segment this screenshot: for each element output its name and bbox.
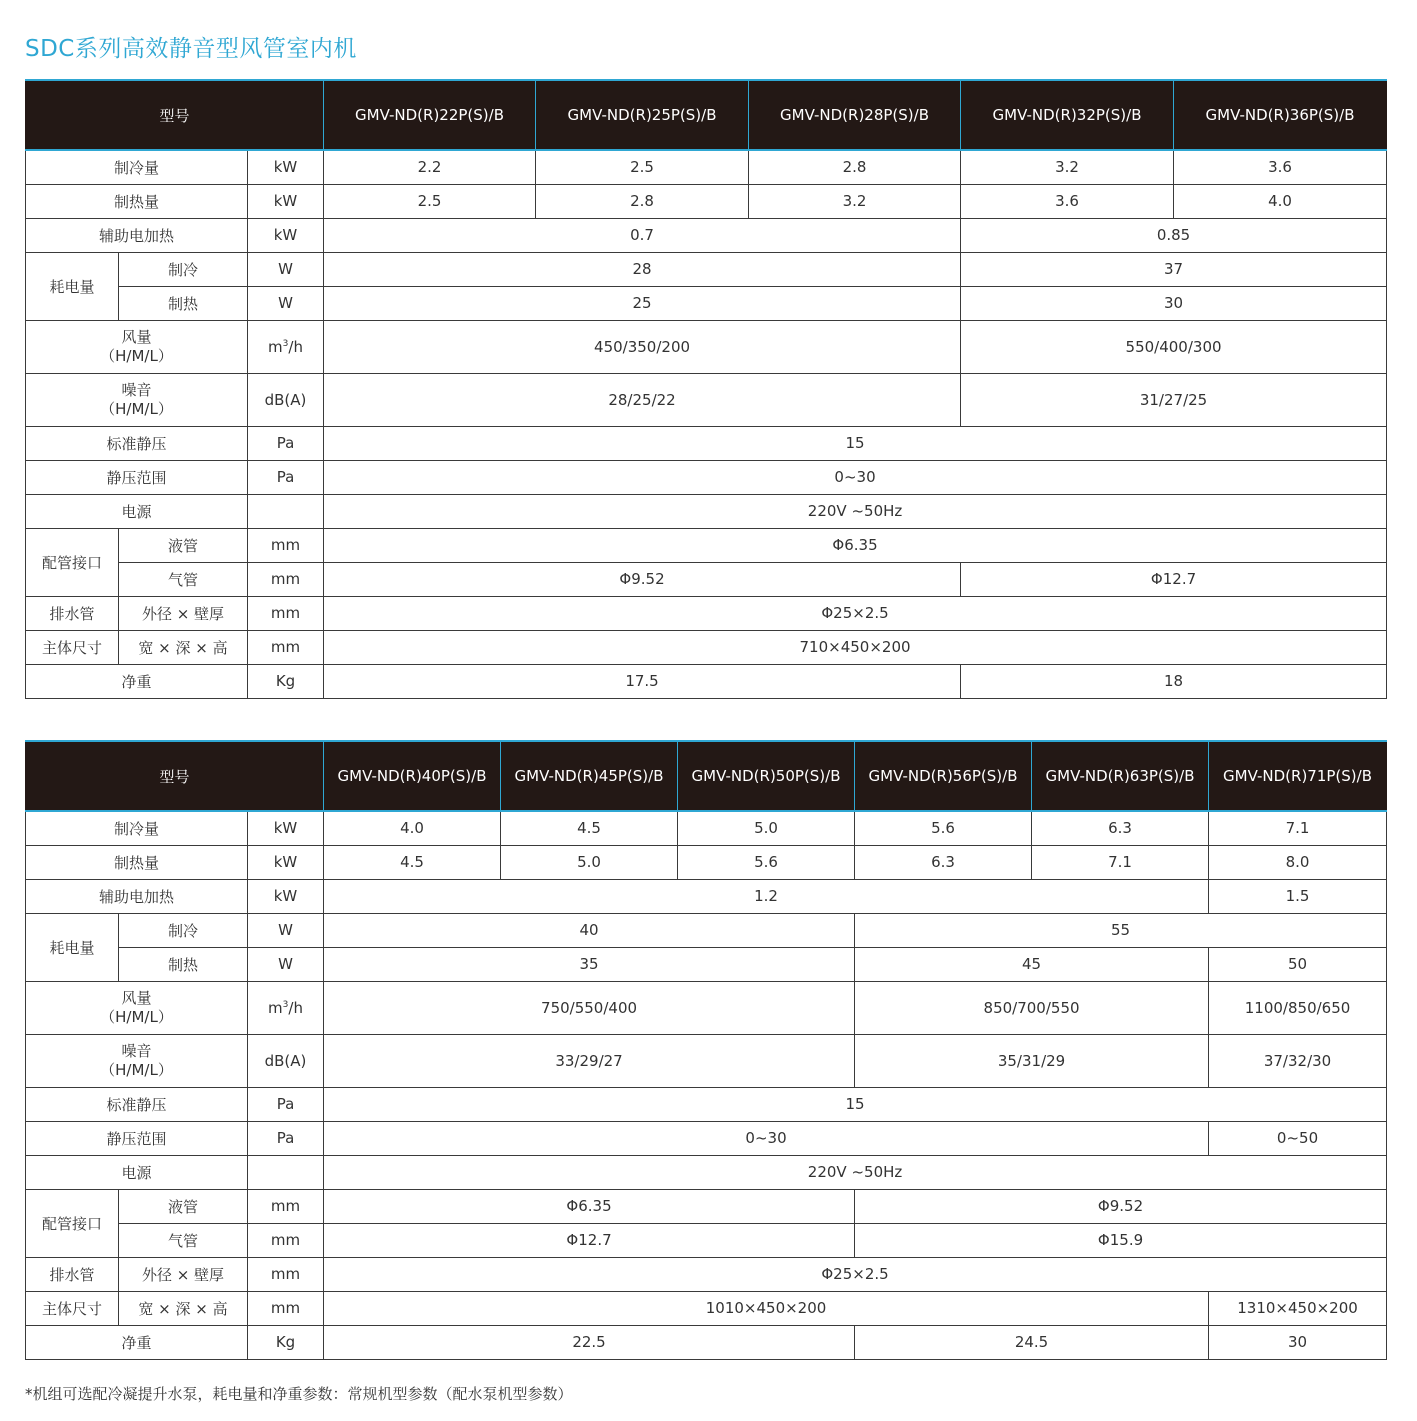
model-name: GMV-ND(R)71P(S)/B [1209,741,1387,811]
row-unit: Kg [248,1325,324,1359]
row-weight [26,664,1387,698]
value-cell: 15 [324,1087,1387,1121]
model-header: 型号 [26,80,324,150]
row-pipe-gas [26,1223,1387,1257]
value-cell: 18 [961,664,1387,698]
row-drain [26,1257,1387,1291]
value-cell: 6.3 [855,845,1032,879]
row-drain [26,596,1387,630]
model-header: 型号 [26,741,324,811]
row-unit: W [248,286,324,320]
row-group-label: 排水管 [26,596,119,630]
row-static-pressure [26,1087,1387,1121]
row-dimensions [26,630,1387,664]
row-airflow [26,320,1387,373]
row-label [26,981,248,1034]
model-name: GMV-ND(R)63P(S)/B [1032,741,1209,811]
value-cell: 15 [324,426,1387,460]
value-cell: Φ15.9 [855,1223,1387,1257]
row-sublabel: 制热 [119,947,248,981]
model-name: GMV-ND(R)45P(S)/B [501,741,678,811]
row-label: 净重 [26,664,248,698]
value-cell: 2.2 [324,150,536,184]
row-unit: mm [248,562,324,596]
model-name: GMV-ND(R)28P(S)/B [749,80,961,150]
row-sublabel: 气管 [119,562,248,596]
row-sublabel: 外径 × 壁厚 [119,596,248,630]
value-cell: 45 [855,947,1209,981]
value-cell: 7.1 [1209,811,1387,845]
row-group-label: 耗电量 [26,913,119,981]
row-label: 辅助电加热 [26,879,248,913]
row-unit: kW [248,150,324,184]
row-airflow [26,981,1387,1034]
row-label-line: 噪音 [121,380,152,399]
value-cell: Φ6.35 [324,528,1387,562]
unit-tail: /h [288,337,303,356]
row-label [26,1034,248,1087]
row-label: 净重 [26,1325,248,1359]
row-label-line: 风量 [121,988,152,1007]
row-group-label: 排水管 [26,1257,119,1291]
row-unit: mm [248,1291,324,1325]
row-unit: Pa [248,1121,324,1155]
row-cooling-capacity [26,811,1387,845]
row-noise [26,373,1387,426]
row-group-label: 耗电量 [26,252,119,320]
row-pressure-range [26,460,1387,494]
value-cell: 4.0 [324,811,501,845]
row-power-cooling [26,913,1387,947]
value-cell: 850/700/550 [855,981,1209,1034]
value-cell: 25 [324,286,961,320]
value-cell: 5.0 [678,811,855,845]
row-unit: kW [248,218,324,252]
row-unit: Pa [248,1087,324,1121]
row-label [26,320,248,373]
row-unit: dB(A) [248,373,324,426]
row-unit [248,1155,324,1189]
value-cell: 0~30 [324,460,1387,494]
model-name: GMV-ND(R)32P(S)/B [961,80,1174,150]
value-cell: 4.5 [501,811,678,845]
value-cell: 2.5 [324,184,536,218]
model-name: GMV-ND(R)22P(S)/B [324,80,536,150]
model-name: GMV-ND(R)50P(S)/B [678,741,855,811]
value-cell: Φ9.52 [324,562,961,596]
row-sublabel: 气管 [119,1223,248,1257]
row-label: 电源 [26,1155,248,1189]
row-label: 制冷量 [26,150,248,184]
row-dimensions [26,1291,1387,1325]
value-cell: 3.2 [961,150,1174,184]
value-cell: 3.6 [961,184,1174,218]
value-cell: 710×450×200 [324,630,1387,664]
model-name: GMV-ND(R)56P(S)/B [855,741,1032,811]
value-cell: Φ9.52 [855,1189,1387,1223]
row-unit: mm [248,528,324,562]
row-label: 制热量 [26,184,248,218]
value-cell: 0~50 [1209,1121,1387,1155]
row-label-line: （H/M/L） [100,346,173,365]
row-cooling-capacity [26,150,1387,184]
row-unit: Kg [248,664,324,698]
value-cell: 28/25/22 [324,373,961,426]
row-power-heating [26,947,1387,981]
value-cell: 550/400/300 [961,320,1387,373]
row-label: 静压范围 [26,1121,248,1155]
row-unit: mm [248,1189,324,1223]
header-row [26,741,1387,811]
value-cell: 22.5 [324,1325,855,1359]
row-heating-capacity [26,845,1387,879]
row-pipe-liquid [26,1189,1387,1223]
row-unit: kW [248,811,324,845]
row-unit: W [248,947,324,981]
value-cell: Φ6.35 [324,1189,855,1223]
row-group-label: 主体尺寸 [26,630,119,664]
value-cell: 1010×450×200 [324,1291,1209,1325]
value-cell: 750/550/400 [324,981,855,1034]
row-unit: W [248,252,324,286]
row-unit [248,320,324,373]
row-label-line: （H/M/L） [100,399,173,418]
value-cell: 0~30 [324,1121,1209,1155]
value-cell: 31/27/25 [961,373,1387,426]
row-unit: Pa [248,426,324,460]
value-cell: 35/31/29 [855,1034,1209,1087]
row-weight [26,1325,1387,1359]
row-unit [248,981,324,1034]
row-unit: kW [248,879,324,913]
value-cell: 1.5 [1209,879,1387,913]
value-cell: 6.3 [1032,811,1209,845]
value-cell: 30 [961,286,1387,320]
page-title: SDC系列高效静音型风管室内机 [25,36,357,62]
row-label: 电源 [26,494,248,528]
header-row [26,80,1387,150]
row-sublabel: 制热 [119,286,248,320]
row-unit: kW [248,845,324,879]
row-label-line: （H/M/L） [100,1060,173,1079]
value-cell: 220V ~50Hz [324,494,1387,528]
footnote: *机组可选配冷凝提升水泵，耗电量和净重参数：常规机型参数（配水泵机型参数） [25,1385,573,1403]
value-cell: 0.85 [961,218,1387,252]
unit-superscript: 3 [282,338,289,349]
value-cell: 5.0 [501,845,678,879]
model-name: GMV-ND(R)25P(S)/B [536,80,749,150]
row-unit: kW [248,184,324,218]
value-cell: 1100/850/650 [1209,981,1387,1034]
value-cell: 3.2 [749,184,961,218]
row-sublabel: 制冷 [119,252,248,286]
value-cell: 4.5 [324,845,501,879]
row-pipe-gas [26,562,1387,596]
value-cell: 3.6 [1174,150,1387,184]
model-name: GMV-ND(R)36P(S)/B [1174,80,1387,150]
unit-base: m [268,998,283,1017]
row-group-label: 配管接口 [26,528,119,596]
value-cell: 37 [961,252,1387,286]
row-unit: Pa [248,460,324,494]
value-cell: 1310×450×200 [1209,1291,1387,1325]
row-unit: mm [248,1257,324,1291]
row-label: 制热量 [26,845,248,879]
value-cell: 28 [324,252,961,286]
row-label [26,373,248,426]
value-cell: 35 [324,947,855,981]
row-sublabel: 制冷 [119,913,248,947]
row-label: 标准静压 [26,1087,248,1121]
value-cell: 450/350/200 [324,320,961,373]
row-power-heating [26,286,1387,320]
value-cell: Φ12.7 [324,1223,855,1257]
row-label-line: 风量 [121,327,152,346]
row-sublabel: 液管 [119,1189,248,1223]
value-cell: 4.0 [1174,184,1387,218]
row-noise [26,1034,1387,1087]
row-unit: mm [248,596,324,630]
value-cell: 1.2 [324,879,1209,913]
row-aux-heat [26,218,1387,252]
value-cell: 2.8 [749,150,961,184]
row-power-supply [26,494,1387,528]
row-unit [248,494,324,528]
row-group-label: 主体尺寸 [26,1291,119,1325]
value-cell: Φ25×2.5 [324,596,1387,630]
value-cell: Φ25×2.5 [324,1257,1387,1291]
row-label-line: （H/M/L） [100,1007,173,1026]
row-power-cooling [26,252,1387,286]
row-aux-heat [26,879,1387,913]
value-cell: 37/32/30 [1209,1034,1387,1087]
value-cell: 24.5 [855,1325,1209,1359]
value-cell: Φ12.7 [961,562,1387,596]
spec-table-1 [25,79,1387,699]
row-sublabel: 宽 × 深 × 高 [119,1291,248,1325]
value-cell: 5.6 [678,845,855,879]
row-label: 静压范围 [26,460,248,494]
row-group-label: 配管接口 [26,1189,119,1257]
spec-table-2 [25,740,1387,1360]
value-cell: 0.7 [324,218,961,252]
value-cell: 40 [324,913,855,947]
row-unit: W [248,913,324,947]
value-cell: 8.0 [1209,845,1387,879]
row-heating-capacity [26,184,1387,218]
value-cell: 50 [1209,947,1387,981]
value-cell: 30 [1209,1325,1387,1359]
value-cell: 220V ~50Hz [324,1155,1387,1189]
unit-base: m [268,337,283,356]
row-label: 标准静压 [26,426,248,460]
row-static-pressure [26,426,1387,460]
row-sublabel: 宽 × 深 × 高 [119,630,248,664]
row-unit: mm [248,630,324,664]
value-cell: 17.5 [324,664,961,698]
row-label: 制冷量 [26,811,248,845]
row-pipe-liquid [26,528,1387,562]
row-unit: dB(A) [248,1034,324,1087]
row-label: 辅助电加热 [26,218,248,252]
model-name: GMV-ND(R)40P(S)/B [324,741,501,811]
value-cell: 5.6 [855,811,1032,845]
row-power-supply [26,1155,1387,1189]
row-label-line: 噪音 [121,1041,152,1060]
value-cell: 2.5 [536,150,749,184]
value-cell: 7.1 [1032,845,1209,879]
unit-tail: /h [288,998,303,1017]
row-sublabel: 外径 × 壁厚 [119,1257,248,1291]
row-pressure-range [26,1121,1387,1155]
value-cell: 33/29/27 [324,1034,855,1087]
value-cell: 55 [855,913,1387,947]
unit-superscript: 3 [282,999,289,1010]
value-cell: 2.8 [536,184,749,218]
row-unit: mm [248,1223,324,1257]
row-sublabel: 液管 [119,528,248,562]
